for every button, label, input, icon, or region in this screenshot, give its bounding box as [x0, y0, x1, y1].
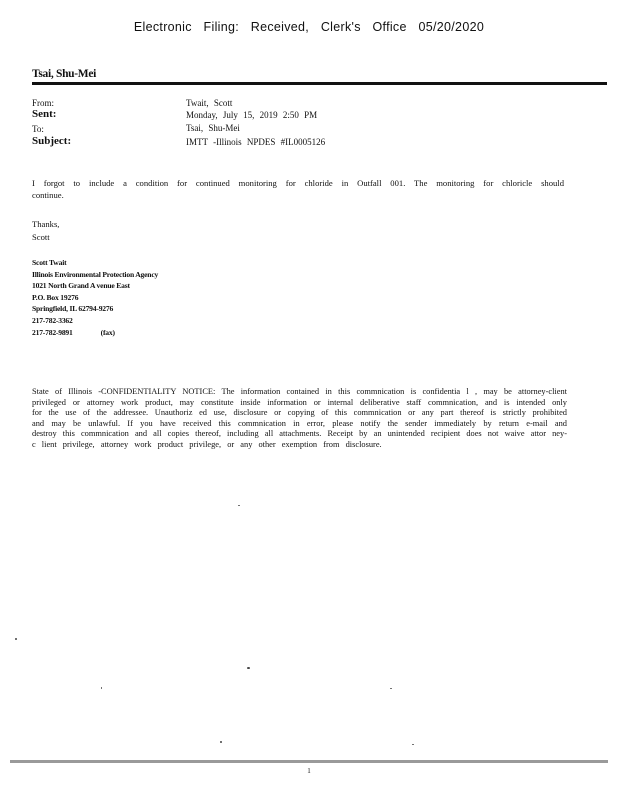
from-value: Twait, Scott — [186, 98, 233, 108]
scan-speck — [412, 744, 414, 745]
signature-fax-number: 217-782-9891 — [32, 327, 73, 337]
signature-city: Springfield, IL 62794-9276 — [32, 304, 114, 314]
signature-fax-label: (fax) — [100, 327, 115, 337]
confidentiality-notice: State of Illinois -CONFIDENTIALITY NOTICE: The information contained in this commnication is confidentia l , may be attorney-client privileged or attorney work product, may constitute inside information or internal deliberative staff commnication, and is intended only for the use of the addressee. Unauthoriz ed use, disclosure or copying of this commnication or any part thereof is strictly prohibited and may be unlawful. If you have received this commnication in error, please notify the sender immediately by return e-mail and destroy this commnication and all copies thereof, including all attachments. Receipt by an unintended recipient does not waive attor ney-c lient privilege, attorney work product privilege, or any other exemption from disclosure. — [32, 387, 567, 449]
scan-speck — [247, 667, 250, 669]
signature-name: Scott Twait — [32, 258, 67, 267]
closing-line: Thanks, — [32, 219, 60, 229]
sent-label: Sent: — [32, 108, 57, 120]
to-value: Tsai, Shu-Mei — [186, 123, 240, 133]
signature-street: 1021 North Grand A venue East — [32, 281, 130, 291]
to-label: To: — [32, 124, 44, 134]
mailbox-owner-name: Tsai, Shu-Mei — [32, 68, 97, 80]
filing-stamp: Electronic Filing: Received, Clerk's Office 05/20/2020 — [133, 20, 485, 34]
page-number: 1 — [307, 767, 311, 775]
scan-speck — [101, 687, 102, 689]
scan-speck — [220, 741, 222, 743]
message-body: I forgot to include a condition for continued monitoring for chloride in Outfall 001. The monitoring for chloricle should continue. — [32, 178, 564, 200]
subject-label: Subject: — [32, 135, 72, 147]
header-rule — [32, 82, 607, 85]
subject-value: IMTT -Illinois NPDES #IL0005126 — [186, 137, 326, 147]
scan-speck — [390, 688, 392, 689]
footer-rule — [10, 760, 608, 763]
signature-organization: Illinois Environmental Protection Agency — [32, 269, 159, 279]
signature-po-box: P.O. Box 19276 — [32, 292, 79, 302]
closing-block — [32, 218, 59, 244]
scan-speck — [238, 505, 240, 506]
scan-speck — [15, 638, 17, 640]
signature-fax-line — [32, 327, 158, 339]
sent-value: Monday, July 15, 2019 2:50 PM — [186, 110, 318, 120]
signature-block — [32, 257, 158, 338]
from-label: From: — [32, 98, 55, 108]
signature-phone: 217-782-3362 — [32, 315, 73, 325]
closing-name: Scott — [32, 232, 50, 242]
